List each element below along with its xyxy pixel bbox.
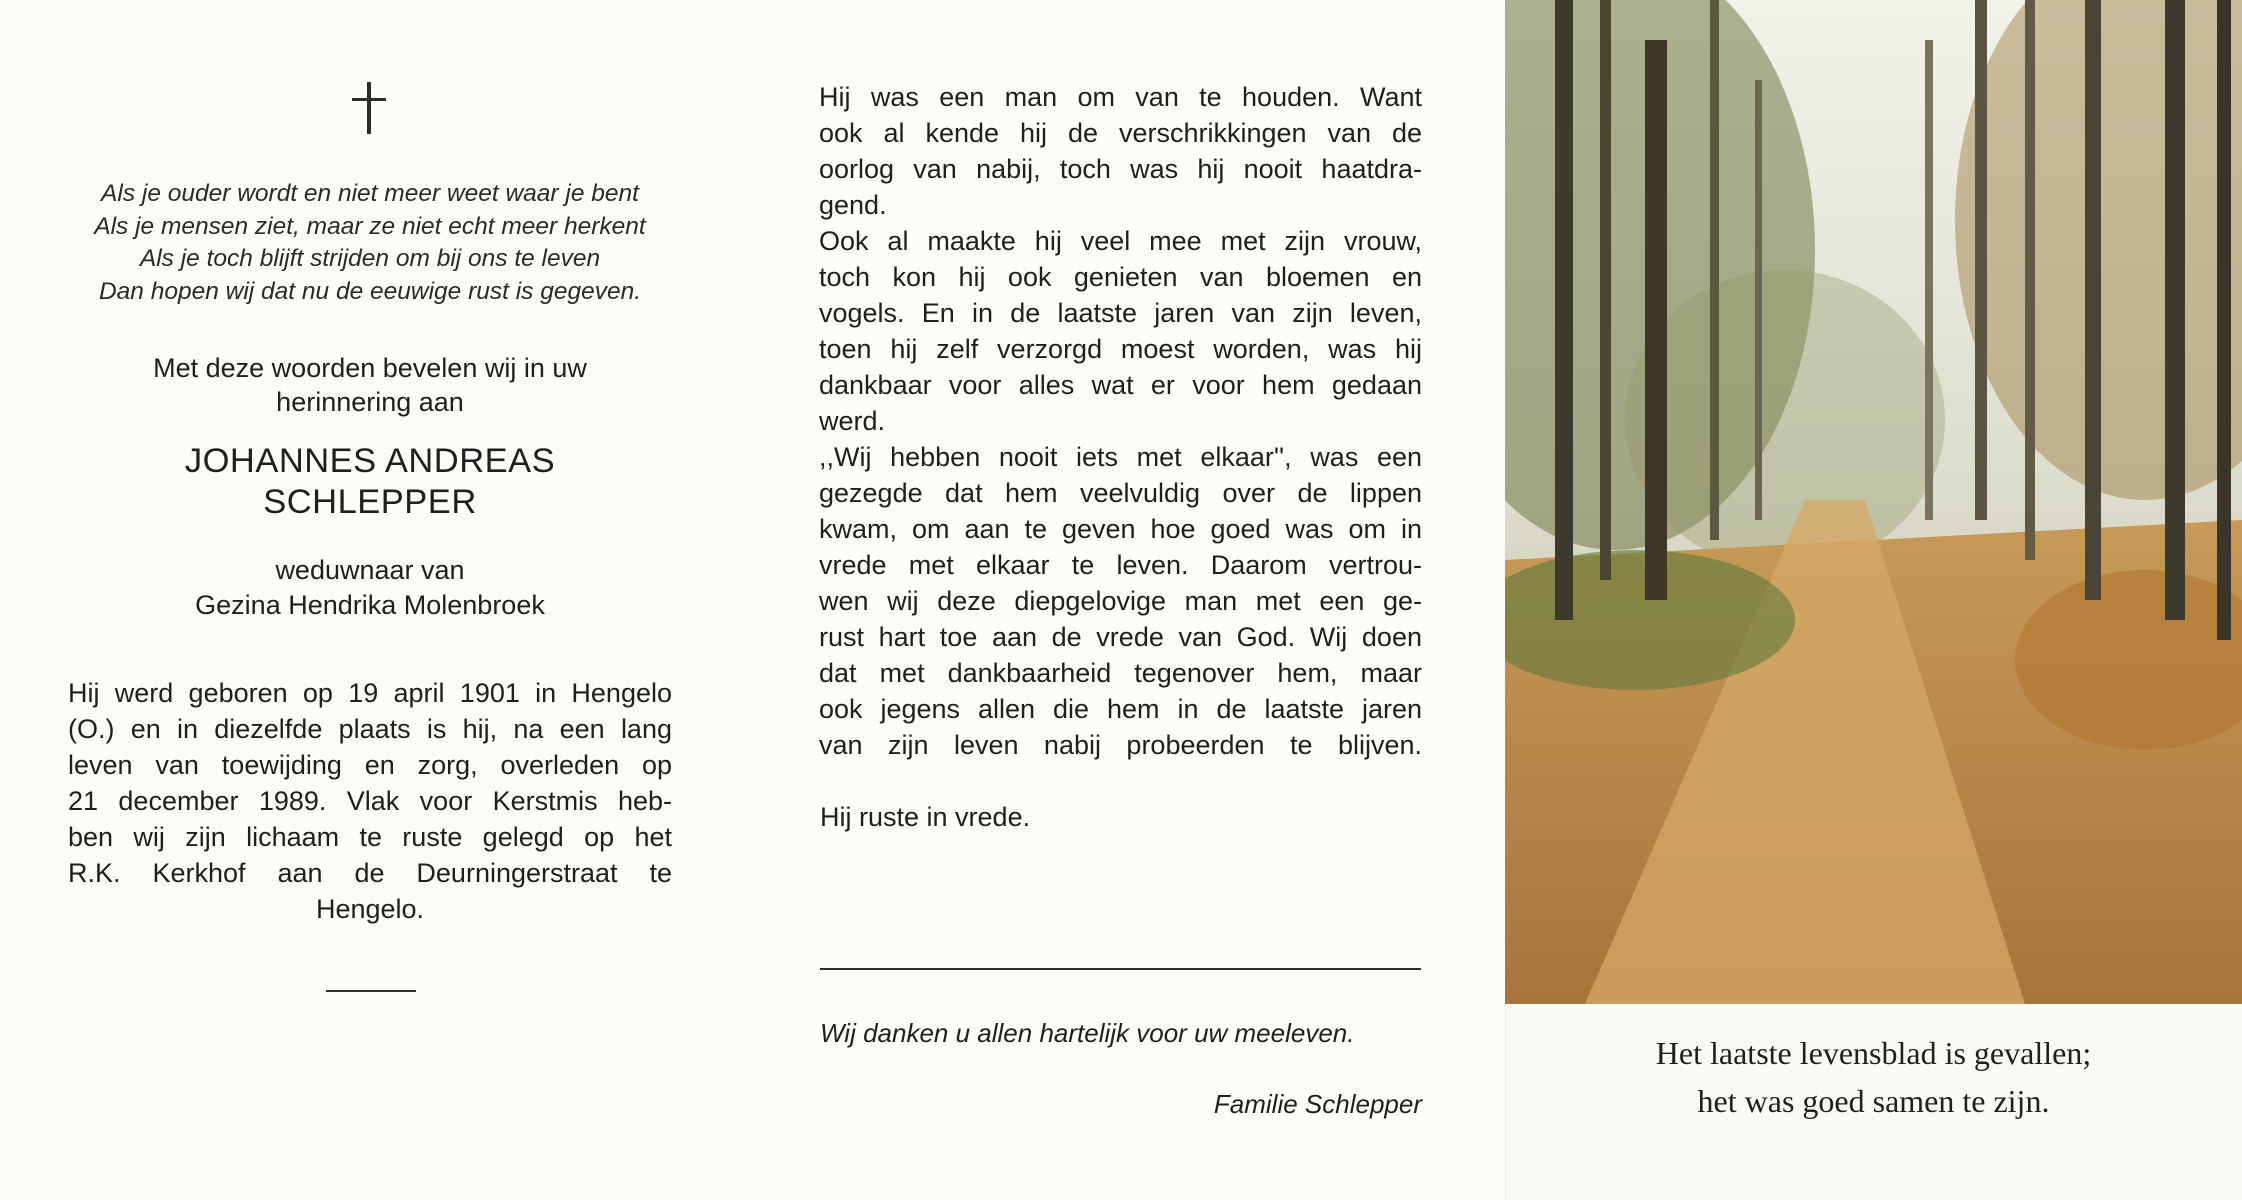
eulogy-line: ,,Wij hebben nooit iets met elkaar'', was een (819, 442, 1422, 472)
eulogy-line: gend. (819, 190, 887, 220)
eulogy-line: wen wij deze diepgelovige man met een ge- (819, 586, 1422, 616)
eulogy-line: vrede met elkaar te leven. Daarom vertrou- (819, 550, 1422, 580)
poem-line: Als je ouder wordt en niet meer weet waar je bent (101, 180, 639, 207)
family-signature: Familie Schlepper (1213, 1089, 1422, 1119)
widower-line: weduwnaar van (275, 555, 465, 585)
bio-line: leven van toewijding en zorg, overleden op (68, 750, 672, 780)
eulogy-line: Hij was een man om van te houden. Want (819, 82, 1422, 112)
widower-of (40, 553, 700, 623)
eulogy-line: dat met dankbaarheid tegenover hem, maar (819, 658, 1422, 688)
biography (68, 675, 672, 927)
cross-icon (349, 78, 389, 138)
eulogy-line: gezegde dat hem veelvuldig over de lippen (819, 478, 1422, 508)
eulogy-line: dankbaar voor alles wat er voor hem gedaan (819, 370, 1422, 400)
name-line: JOHANNES ANDREAS (184, 442, 556, 480)
eulogy-line: Ook al maakte hij veel mee met zijn vrouw, (819, 226, 1422, 256)
eulogy-line: van zijn leven nabij probeerden te blijven. (819, 730, 1422, 760)
photo-caption (1505, 1029, 2242, 1125)
divider-dash (326, 990, 416, 992)
bio-line: Hij werd geboren op 19 april 1901 in Hengelo (68, 678, 672, 708)
bio-line: ben wij zijn lichaam te ruste gelegd op het (68, 822, 672, 852)
memorial-poem (40, 178, 700, 308)
left-panel (0, 0, 745, 1200)
caption-line: het was goed samen te zijn. (1697, 1083, 2050, 1119)
eulogy-text (819, 79, 1422, 763)
poem-line: Als je toch blijft strijden om bij ons te leven (139, 245, 601, 272)
divider-rule (820, 968, 1421, 970)
intro-text (40, 351, 700, 419)
eulogy-line: rust hart toe aan de vrede van God. Wij doen (819, 622, 1422, 652)
bio-line: R.K. Kerkhof aan de Deurningerstraat te (68, 858, 672, 888)
name-line: SCHLEPPER (263, 483, 477, 521)
deceased-name (40, 441, 700, 523)
poem-line: Als je mensen ziet, maar ze niet echt meer herkent (94, 212, 646, 240)
poem-line: Dan hopen wij dat nu de eeuwige rust is gegeven. (98, 277, 642, 305)
eulogy-line: ook al kende hij de verschrikkingen van de (819, 118, 1422, 148)
eulogy-line: kwam, om aan te geven hoe goed was om in (819, 514, 1422, 544)
bio-line: (O.) en in diezelfde plaats is hij, na een lang (68, 714, 672, 744)
rest-in-peace: Hij ruste in vrede. (820, 802, 1031, 832)
intro-line: herinnering aan (276, 387, 464, 417)
autumn-forest-photo (1505, 0, 2242, 1004)
spouse-name: Gezina Hendrika Molenbroek (195, 590, 545, 620)
eulogy-line: vogels. En in de laatste jaren van zijn leven, (819, 298, 1422, 328)
caption-line: Het laatste levensblad is gevallen; (1655, 1035, 2092, 1071)
eulogy-line: toen hij zelf verzorgd moest worden, was hij (819, 334, 1422, 364)
thanks-line: Wij danken u allen hartelijk voor uw meeleven. (820, 1018, 1355, 1048)
eulogy-line: oorlog van nabij, toch was hij nooit haatdra- (819, 154, 1422, 184)
eulogy-line: toch kon hij ook genieten van bloemen en (819, 262, 1422, 292)
eulogy-line: ook jegens allen die hem in de laatste jaren (819, 694, 1422, 724)
bio-line: 21 december 1989. Vlak voor Kerstmis heb- (68, 786, 672, 816)
intro-line: Met deze woorden bevelen wij in uw (153, 353, 587, 383)
eulogy-line: werd. (819, 406, 886, 436)
bio-line: Hengelo. (315, 894, 425, 924)
